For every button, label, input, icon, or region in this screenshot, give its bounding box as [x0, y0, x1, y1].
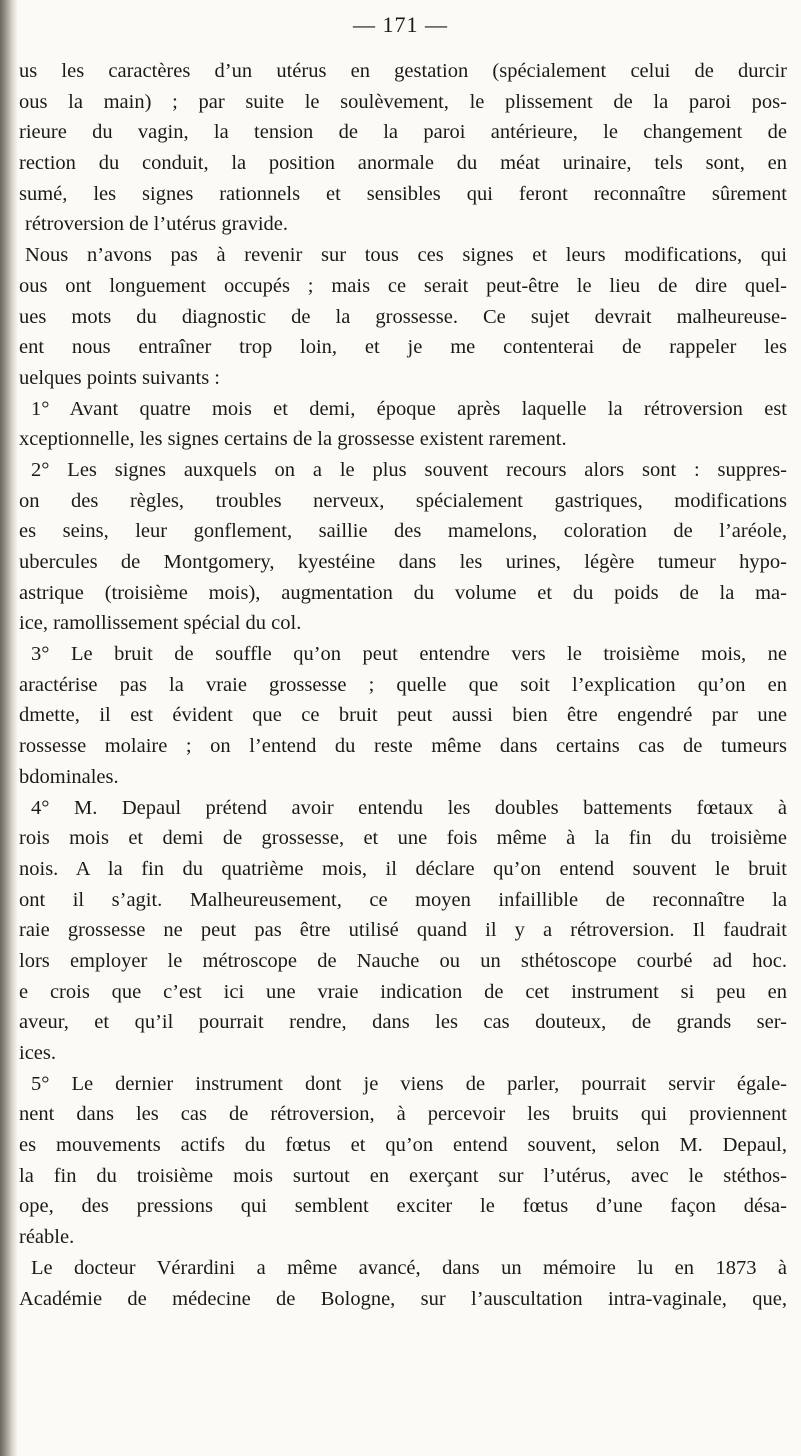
text-line: 4° M. Depaul prétend avoir entendu les doubles battements fœtaux à	[31, 796, 787, 819]
text-line: sumé, les signes rationnels et sensibles qui feront reconnaître sûrement	[19, 182, 787, 205]
text-line: bdominales.	[19, 765, 119, 788]
text-line: e crois que c’est ici une vraie indication de cet instrument si peu en	[19, 980, 787, 1003]
text-line: Nous n’avons pas à revenir sur tous ces signes et leurs modifications, qui	[25, 244, 787, 267]
page-binding-edge	[0, 0, 18, 1456]
text-line: rection du conduit, la position anormale du méat urinaire, tels sont, en	[19, 152, 787, 175]
text-line: nois. A la fin du quatrième mois, il déclare qu’on entend souvent le bruit	[19, 857, 787, 880]
text-line: aractérise pas la vraie grossesse ; quelle que soit l’explication qu’on en	[19, 673, 787, 696]
text-line: ubercules de Montgomery, kyestéine dans les urines, légère tumeur hypo-	[19, 551, 787, 573]
text-line: 3° Le bruit de souffle qu’on peut entendre vers le troisième mois, ne	[31, 643, 787, 666]
text-line: ent nous entraîner trop loin, et je me contenterai de rappeler les	[19, 336, 787, 359]
text-line: Académie de médecine de Bologne, sur l’auscultation intra-vaginale, que,	[19, 1287, 787, 1310]
text-line: astrique (troisième mois), augmentation du volume et du poids de la ma-	[19, 581, 787, 604]
text-line: rois mois et demi de grossesse, et une fois même à la fin du troisième	[19, 827, 787, 850]
text-line: lors employer le métroscope de Nauche ou un sthétoscope courbé ad hoc.	[19, 949, 787, 972]
body-text	[19, 56, 787, 1314]
page-number: — 171 —	[353, 12, 448, 37]
text-line: us les caractères d’un utérus en gestation (spécialement celui de durcir	[19, 60, 787, 82]
text-line: ices.	[19, 1042, 56, 1064]
text-line: ope, des pressions qui semblent exciter le fœtus d’une façon désa-	[19, 1195, 787, 1218]
text-line: rieure du vagin, la tension de la paroi antérieure, le changement de	[19, 121, 787, 144]
text-line: raie grossesse ne peut pas être utilisé quand il y a rétroversion. Il faudrait	[19, 919, 787, 942]
text-line: ues mots du diagnostic de la grossesse. Ce sujet devrait malheureuse-	[19, 305, 787, 328]
text-line: xceptionnelle, les signes certains de la grossesse existent rarement.	[19, 428, 567, 451]
text-line: la fin du troisième mois surtout en exerçant sur l’utérus, avec le stéthos-	[19, 1164, 787, 1187]
text-line: uelques points suivants :	[19, 366, 221, 389]
text-line: rétroversion de l’utérus gravide.	[25, 213, 288, 236]
text-line: 2° Les signes auxquels on a le plus souvent recours alors sont : suppres-	[31, 458, 787, 481]
text-line: ice, ramollissement spécial du col.	[19, 612, 302, 635]
text-line: 5° Le dernier instrument dont je viens de parler, pourrait servir égale-	[31, 1072, 787, 1095]
text-line: nent dans les cas de rétroversion, à percevoir les bruits qui proviennent	[19, 1103, 787, 1126]
text-line: on des règles, troubles nerveux, spécialement gastriques, modifications	[19, 489, 787, 512]
text-line: es mouvements actifs du fœtus et qu’on entend souvent, selon M. Depaul,	[19, 1134, 787, 1157]
text-line: es seins, leur gonflement, saillie des mamelons, coloration de l’aréole,	[19, 520, 787, 543]
text-line: dmette, il est évident que ce bruit peut aussi bien être engendré par une	[19, 704, 787, 727]
text-line: rossesse molaire ; on l’entend du reste même dans certains cas de tumeurs	[19, 735, 787, 758]
text-line: réable.	[19, 1226, 75, 1249]
text-line: ous la main) ; par suite le soulèvement, le plissement de la paroi pos-	[19, 90, 787, 113]
text-line: ous ont longuement occupés ; mais ce serait peut-être le lieu de dire quel-	[19, 274, 787, 297]
text-line: aveur, et qu’il pourrait rendre, dans les cas douteux, de grands ser-	[19, 1011, 787, 1034]
text-line: Le docteur Vérardini a même avancé, dans un mémoire lu en 1873 à	[31, 1256, 787, 1279]
text-line: ont il s’agit. Malheureusement, ce moyen infaillible de reconnaître la	[19, 888, 787, 911]
text-line: 1° Avant quatre mois et demi, époque après laquelle la rétroversion est	[31, 397, 787, 420]
